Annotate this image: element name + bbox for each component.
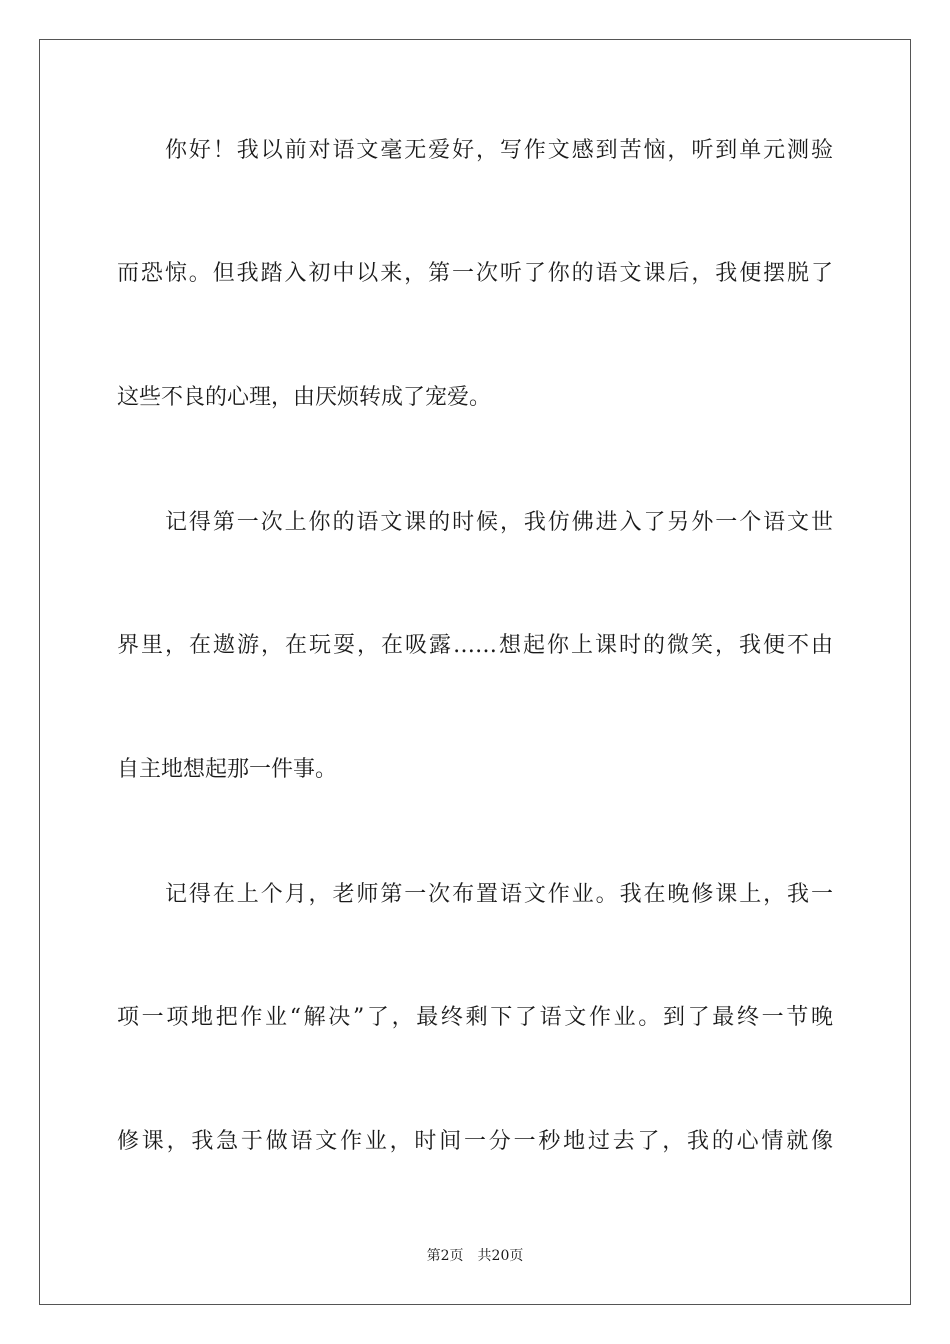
text-line: 修课，我急于做语文作业，时间一分一秒地过去了，我的心情就像 xyxy=(117,1129,833,1154)
text-line: 记得在上个月，老师第一次布置语文作业。我在晚修课上，我一 xyxy=(165,882,833,907)
text-line: 项一项地把作业“解决”了，最终剩下了语文作业。到了最终一节晚 xyxy=(117,1005,833,1030)
text-line: 界里，在遨游，在玩耍，在吸露……想起你上课时的微笑，我便不由 xyxy=(117,633,833,658)
text-line: 你好！我以前对语文毫无爱好，写作文感到苦恼，听到单元测验 xyxy=(165,138,833,163)
page-frame xyxy=(39,39,911,1305)
text-line: 这些不良的心理，由厌烦转成了宠爱。 xyxy=(117,385,492,410)
page-footer xyxy=(0,1246,950,1266)
text-line: 记得第一次上你的语文课的时候，我仿佛进入了另外一个语文世 xyxy=(165,510,833,535)
page-total: 共20页 xyxy=(477,1248,524,1264)
text-line: 而恐惊。但我踏入初中以来，第一次听了你的语文课后，我便摆脱了 xyxy=(117,261,833,286)
page-number: 第2页 xyxy=(426,1248,464,1264)
text-line: 自主地想起那一件事。 xyxy=(117,757,338,782)
